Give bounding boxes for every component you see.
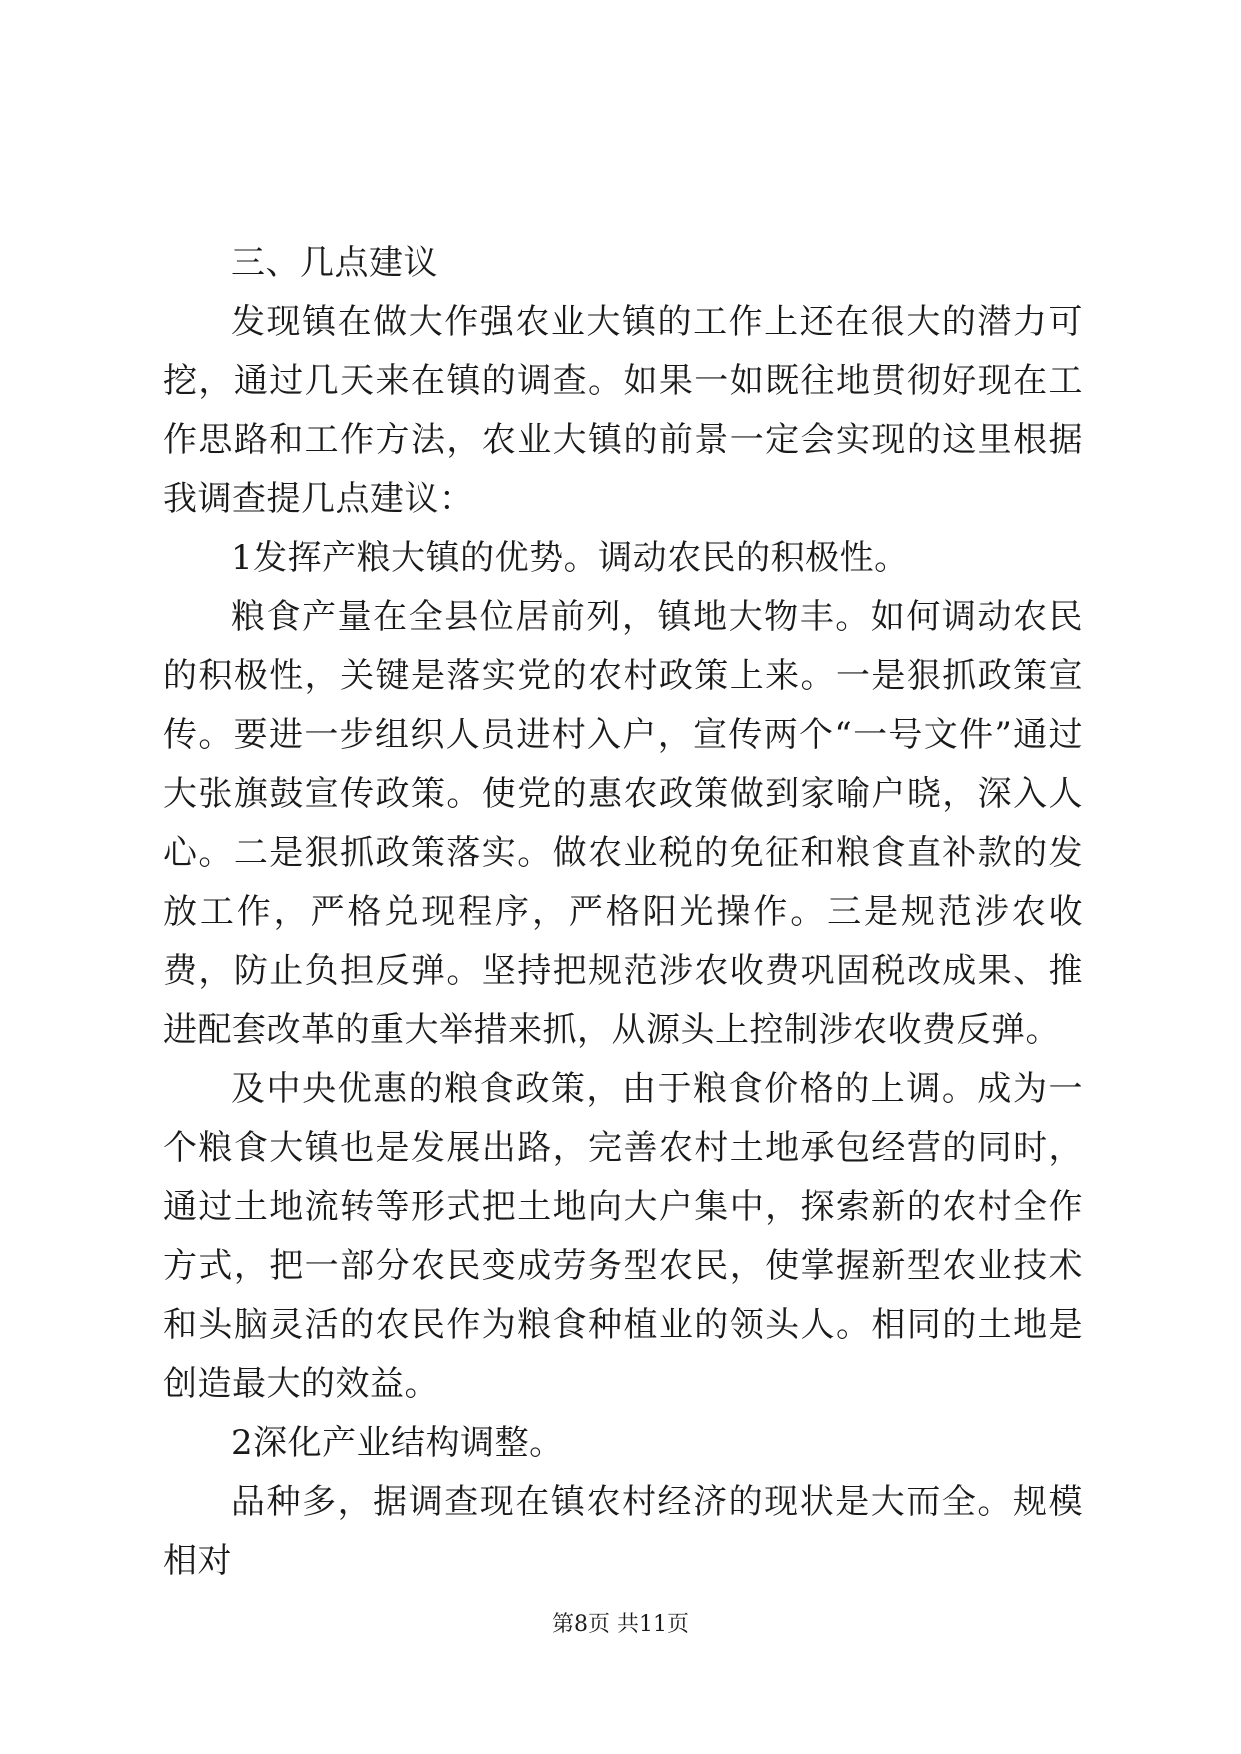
document-body: [163, 234, 1083, 1591]
subheading: 1发挥产粮大镇的优势。调动农民的积极性。: [231, 538, 909, 578]
page-number-footer: 第8页 共11页: [552, 1612, 689, 1637]
subheading: 2深化产业结构调整。: [231, 1423, 564, 1463]
paragraph: 品种多，据调查现在镇农村经济的现状是大而全。规模相对: [163, 1482, 1083, 1581]
paragraph: 发现镇在做大作强农业大镇的工作上还在很大的潜力可挖，通过几天来在镇的调查。如果一如既往地贯彻好现在工作思路和工作方法，农业大镇的前景一定会实现的这里根据我调查提几点建议：: [163, 302, 1083, 519]
paragraph: 及中央优惠的粮食政策，由于粮食价格的上调。成为一个粮食大镇也是发展出路，完善农村土地承包经营的同时，通过土地流转等形式把土地向大户集中，探索新的农村全作方式，把一部分农民变成劳务型农民，使掌握新型农业技术和头脑灵活的农民作为粮食种植业的领头人。相同的土地是创造最大的效益。: [163, 1069, 1083, 1404]
section-heading: 三、几点建议: [231, 243, 438, 283]
paragraph: 粮食产量在全县位居前列，镇地大物丰。如何调动农民的积极性，关键是落实党的农村政策上来。一是狠抓政策宣传。要进一步组织人员进村入户，宣传两个“一号文件”通过大张旗鼓宣传政策。使党的惠农政策做到家喻户晓，深入人心。二是狠抓政策落实。做农业税的免征和粮食直补款的发放工作，严格兑现程序，严格阳光操作。三是规范涉农收费，防止负担反弹。坚持把规范涉农收费巩固税改成果、推进配套改革的重大举措来抓，从源头上控制涉农收费反弹。: [163, 597, 1083, 1050]
